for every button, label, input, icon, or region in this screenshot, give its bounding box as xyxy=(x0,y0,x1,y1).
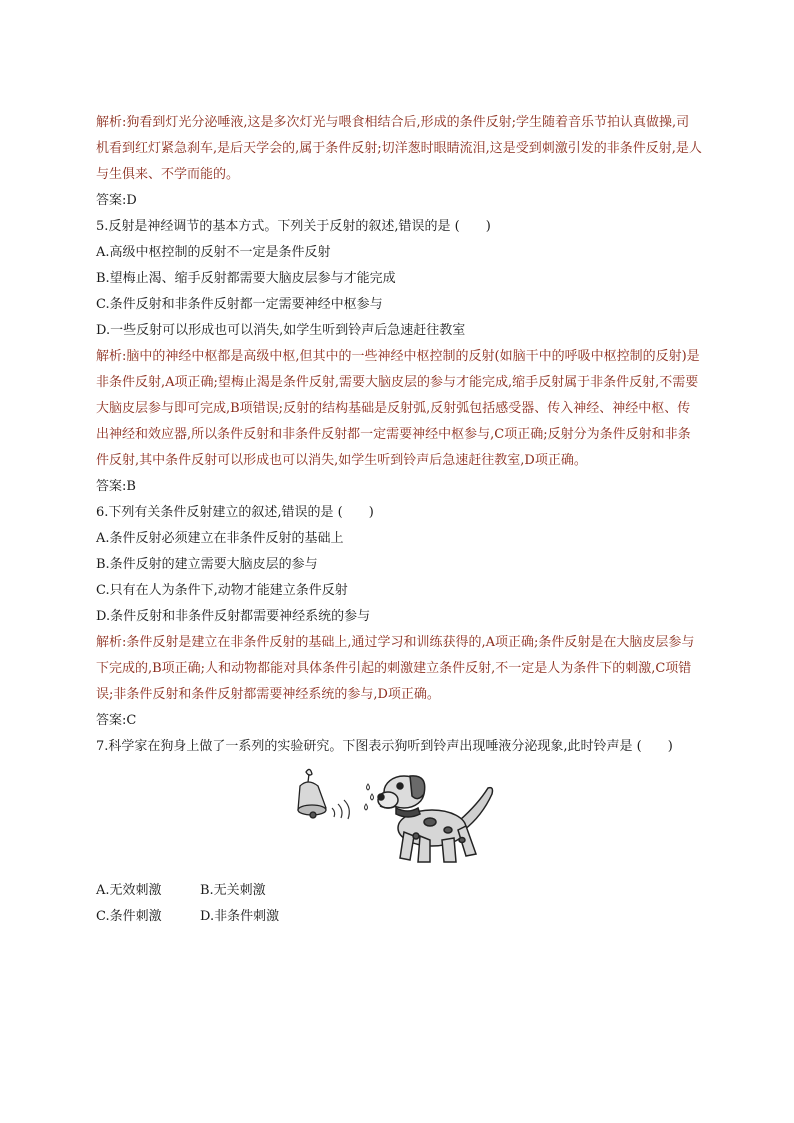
question-6: 6.下列有关条件反射建立的叙述,错误的是 ( ) xyxy=(96,505,374,520)
q7-option-c: C.条件刺激 xyxy=(96,909,162,924)
q5-option-a: A.高级中枢控制的反射不一定是条件反射 xyxy=(96,245,331,260)
explanation-q6: 解析:条件反射是建立在非条件反射的基础上,通过学习和训练获得的,A项正确;条件反射是在大脑皮层参与下完成的,B项正确;人和动物都能对具体条件引起的刺激建立条件反射,不一定是人为条件下的刺激,C项错误;非条件反射和条件反射都需要神经系统的参与,D项正确。 xyxy=(96,635,695,702)
q5-option-d: D.一些反射可以形成也可以消失,如学生听到铃声后急速赶往教室 xyxy=(96,323,466,338)
q6-option-a: A.条件反射必须建立在非条件反射的基础上 xyxy=(96,531,344,546)
q6-option-b: B.条件反射的建立需要大脑皮层的参与 xyxy=(96,557,318,572)
explanation-q5: 解析:脑中的神经中枢都是高级中枢,但其中的一些神经中枢控制的反射(如脑干中的呼吸中枢控制的反射)是非条件反射,A项正确;望梅止渴是条件反射,需要大脑皮层的参与才能完成,缩手反射属于非条件反射,不需要大脑皮层参与即可完成,B项错误;反射的结构基础是反射弧,反射弧包括感受器、传入神经、神经中枢、传出神经和效应器,所以条件反射和非条件反射都一定需要神经中枢参与,C项正确;反射分为条件反射和非条件反射,其中条件反射可以形成也可以消失,如学生听到铃声后急速赶往教室,D项正确。 xyxy=(96,349,700,468)
question-5: 5.反射是神经调节的基本方式。下列关于反射的叙述,错误的是 ( ) xyxy=(96,219,491,234)
sound-waves xyxy=(332,800,349,819)
q7-option-d: D.非条件刺激 xyxy=(200,909,280,924)
dog-bell-figure xyxy=(96,764,702,872)
q7-option-b: B.无关刺激 xyxy=(200,883,266,898)
dog-bell-illustration xyxy=(292,764,502,868)
q5-option-b: B.望梅止渴、缩手反射都需要大脑皮层参与才能完成 xyxy=(96,271,396,286)
q7-options-row-1 xyxy=(96,878,702,904)
answer-q5: 答案:B xyxy=(96,479,136,494)
q6-option-c: C.只有在人为条件下,动物才能建立条件反射 xyxy=(96,583,348,598)
saliva-drops xyxy=(365,784,374,810)
question-7: 7.科学家在狗身上做了一系列的实验研究。下图表示狗听到铃声出现唾液分泌现象,此时铃声是 ( ) xyxy=(96,739,673,754)
q6-option-d: D.条件反射和非条件反射都需要神经系统的参与 xyxy=(96,609,371,624)
explanation-q4: 解析:狗看到灯光分泌唾液,这是多次灯光与喂食相结合后,形成的条件反射;学生随着音乐节拍认真做操,司机看到红灯紧急刹车,是后天学会的,属于条件反射;切洋葱时眼睛流泪,这是受到刺激引发的非条件反射,是人与生俱来、不学而能的。 xyxy=(96,115,702,182)
dog-icon xyxy=(378,776,493,862)
bell-icon xyxy=(298,769,326,818)
q7-option-a: A.无效刺激 xyxy=(96,883,162,898)
answer-q6: 答案:C xyxy=(96,713,137,728)
document-page xyxy=(96,110,702,930)
answer-q4: 答案:D xyxy=(96,193,137,208)
q5-option-c: C.条件反射和非条件反射都一定需要神经中枢参与 xyxy=(96,297,383,312)
q7-options-row-2 xyxy=(96,904,702,930)
